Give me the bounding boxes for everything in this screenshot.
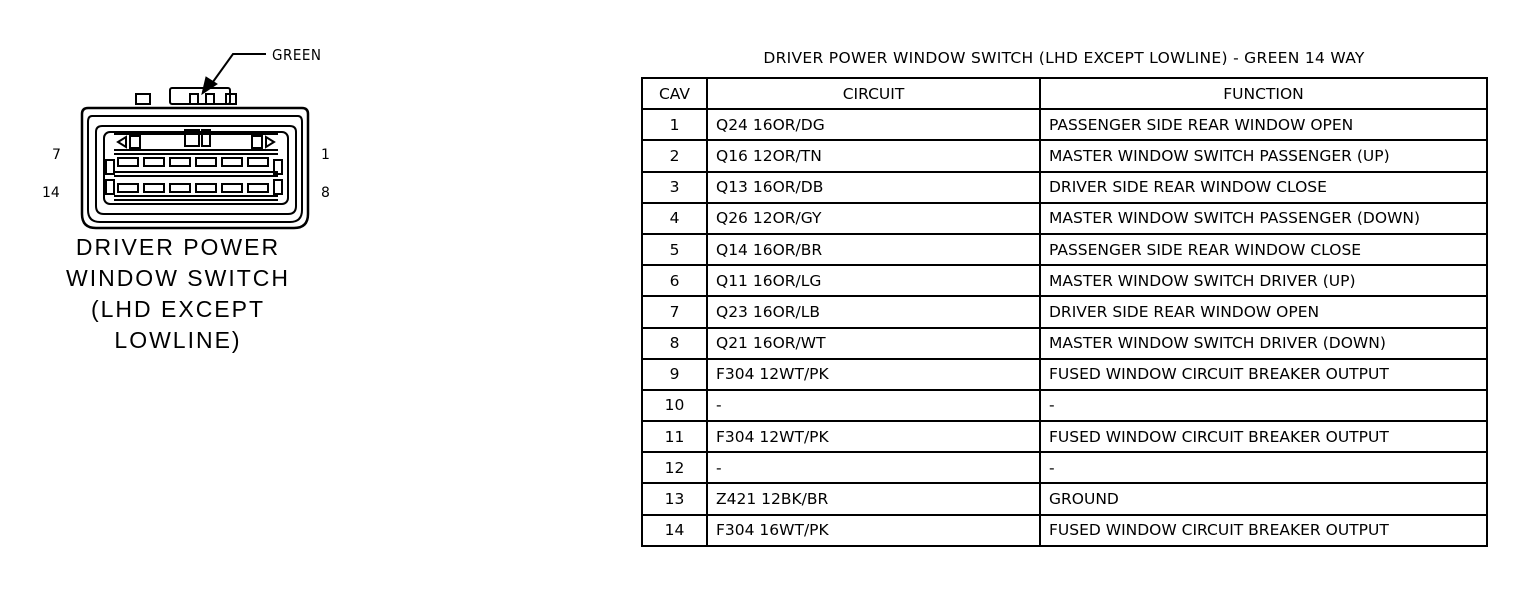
- function-cell: -: [1040, 390, 1487, 421]
- connector-diagram: [30, 30, 350, 370]
- circuit-cell: -: [707, 452, 1040, 483]
- circuit-cell: Q24 16OR/DG: [707, 109, 1040, 140]
- color-callout-label: GREEN: [272, 46, 322, 64]
- cav-cell: 11: [642, 421, 707, 452]
- circuit-cell: Z421 12BK/BR: [707, 483, 1040, 514]
- cav-cell: 1: [642, 109, 707, 140]
- function-cell: DRIVER SIDE REAR WINDOW CLOSE: [1040, 172, 1487, 203]
- connector-caption-line: WINDOW SWITCH: [65, 265, 290, 291]
- column-header-function: FUNCTION: [1040, 78, 1487, 109]
- connector-caption-line: LOWLINE): [114, 327, 242, 353]
- pin-label-bottom-left: 14: [42, 185, 60, 201]
- circuit-cell: Q11 16OR/LG: [707, 265, 1040, 296]
- connector-caption-line: (LHD EXCEPT: [90, 296, 266, 322]
- table-row: [642, 265, 1487, 296]
- table-row: [642, 390, 1487, 421]
- table-row: [642, 140, 1487, 171]
- pin-label-top-left: 7: [52, 147, 61, 163]
- cav-cell: 10: [642, 390, 707, 421]
- cav-cell: 8: [642, 328, 707, 359]
- function-cell: PASSENGER SIDE REAR WINDOW OPEN: [1040, 109, 1487, 140]
- pin-label-bottom-right: 8: [321, 185, 330, 201]
- table-row: [642, 483, 1487, 514]
- circuit-cell: Q21 16OR/WT: [707, 328, 1040, 359]
- table-header-row: [642, 78, 1487, 109]
- table-row: [642, 328, 1487, 359]
- function-cell: MASTER WINDOW SWITCH DRIVER (UP): [1040, 265, 1487, 296]
- column-header-circuit: CIRCUIT: [707, 78, 1040, 109]
- cav-cell: 13: [642, 483, 707, 514]
- circuit-cell: Q16 12OR/TN: [707, 140, 1040, 171]
- function-cell: FUSED WINDOW CIRCUIT BREAKER OUTPUT: [1040, 359, 1487, 390]
- cav-cell: 6: [642, 265, 707, 296]
- circuit-cell: Q23 16OR/LB: [707, 296, 1040, 327]
- table-row: [642, 172, 1487, 203]
- table-row: [642, 452, 1487, 483]
- pin-label-top-right: 1: [321, 147, 330, 163]
- table-row: [642, 359, 1487, 390]
- column-header-cav: CAV: [642, 78, 707, 109]
- function-cell: MASTER WINDOW SWITCH PASSENGER (DOWN): [1040, 203, 1487, 234]
- table-row: [642, 234, 1487, 265]
- circuit-cell: Q13 16OR/DB: [707, 172, 1040, 203]
- connector-caption-line: DRIVER POWER: [75, 234, 281, 260]
- cav-cell: 14: [642, 515, 707, 546]
- cav-cell: 2: [642, 140, 707, 171]
- function-cell: DRIVER SIDE REAR WINDOW OPEN: [1040, 296, 1487, 327]
- circuit-cell: F304 16WT/PK: [707, 515, 1040, 546]
- table-row: [642, 421, 1487, 452]
- pinout-table: [641, 77, 1488, 547]
- function-cell: GROUND: [1040, 483, 1487, 514]
- table-row: [642, 203, 1487, 234]
- table-title: DRIVER POWER WINDOW SWITCH (LHD EXCEPT LOWLINE) - GREEN 14 WAY: [763, 49, 1365, 67]
- function-cell: FUSED WINDOW CIRCUIT BREAKER OUTPUT: [1040, 421, 1487, 452]
- table-row: [642, 109, 1487, 140]
- cav-cell: 12: [642, 452, 707, 483]
- connector-caption: [58, 232, 298, 356]
- function-cell: MASTER WINDOW SWITCH PASSENGER (UP): [1040, 140, 1487, 171]
- function-cell: -: [1040, 452, 1487, 483]
- function-cell: FUSED WINDOW CIRCUIT BREAKER OUTPUT: [1040, 515, 1487, 546]
- circuit-cell: F304 12WT/PK: [707, 359, 1040, 390]
- function-cell: MASTER WINDOW SWITCH DRIVER (DOWN): [1040, 328, 1487, 359]
- circuit-cell: F304 12WT/PK: [707, 421, 1040, 452]
- cav-cell: 9: [642, 359, 707, 390]
- circuit-cell: Q26 12OR/GY: [707, 203, 1040, 234]
- table-row: [642, 515, 1487, 546]
- circuit-cell: -: [707, 390, 1040, 421]
- cav-cell: 3: [642, 172, 707, 203]
- cav-cell: 7: [642, 296, 707, 327]
- function-cell: PASSENGER SIDE REAR WINDOW CLOSE: [1040, 234, 1487, 265]
- cav-cell: 5: [642, 234, 707, 265]
- circuit-cell: Q14 16OR/BR: [707, 234, 1040, 265]
- table-row: [642, 296, 1487, 327]
- cav-cell: 4: [642, 203, 707, 234]
